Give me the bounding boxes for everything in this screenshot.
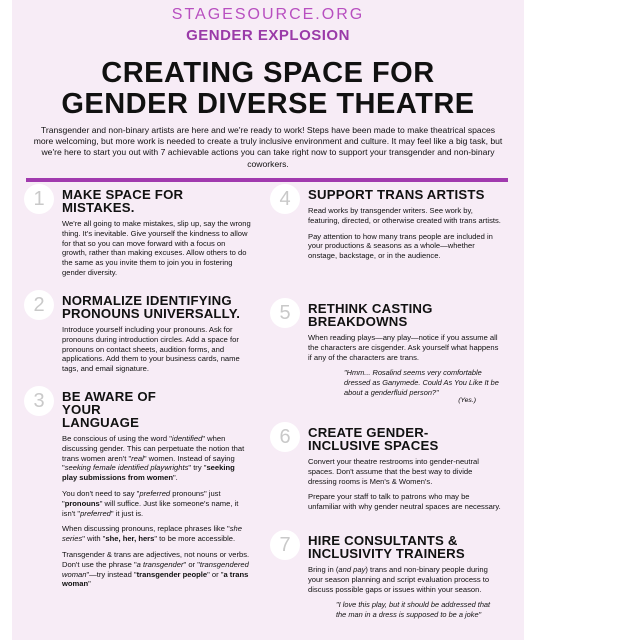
section-number: 7 [270, 530, 300, 560]
right-column [262, 188, 502, 626]
quote-text: "Hmm... Rosalind seems very comfortable dressed as Ganymede. Could As You Like It be about a genderfluid person?" [344, 368, 499, 397]
quote-tail: (Yes.) [458, 397, 476, 405]
section-text: Read works by transgender writers. See work by, featuring, directed, or otherwise created with trans artists. [308, 206, 501, 225]
intro-text: Transgender and non-binary artists are here and we're ready to work! Steps have been made to make theatrical spaces more welcoming, but more work is needed to create a truly inclusive environment and culture. It may feel like a big task, but we're here to start you out with 7 achievable actions you can take right now to support your transgender and non-binary coworkers. [33, 125, 503, 169]
section-3 [12, 390, 252, 589]
section-number: 6 [270, 422, 300, 452]
quote-text: "I love this play, but it should be addressed that the man in a dress is supposed to be a joke" [336, 600, 491, 619]
section-number: 5 [270, 298, 300, 328]
series-title: GENDER EXPLOSION [186, 27, 350, 44]
section-text: You don't need to say "preferred pronouns" just "pronouns" will suffice. Just like someone's name, it isn't "preferred" it just is. [62, 488, 239, 518]
section-number: 4 [270, 184, 300, 214]
title-line-2: GENDER DIVERSE THEATRE [61, 88, 475, 120]
section-heading: NORMALIZE IDENTIFYING PRONOUNS UNIVERSALLY. [62, 293, 241, 321]
section-heading: HIRE CONSULTANTS & INCLUSIVITY TRAINERS [308, 533, 465, 561]
section-text: When reading plays—any play—notice if you assume all the characters are cisgender. Ask yourself what happens if any of the characters are trans. [308, 333, 499, 362]
section-text: Transgender & trans are adjectives, not nouns or verbs. Don't use the phrase "a transgender" or "transgendered woman"—try instead "transgender people" or "a trans woman" [62, 549, 250, 589]
section-heading: RETHINK CASTING BREAKDOWNS [308, 301, 433, 329]
section-text: Introduce yourself including your pronouns. Ask for pronouns during introduction circles. Add a space for pronouns on contact sheets, audition forms, and applications. Add them to your business cards, name tags, and email signature. [62, 325, 240, 374]
section-number: 3 [24, 386, 54, 416]
section-text: Bring in (and pay) trans and non-binary people during your season planning and script evaluation process to discuss possible gaps or issues within your season. [308, 565, 490, 594]
section-text: Pay attention to how many trans people are included in your productions & seasons as a whole—whether onstage, backstage, or in the audience. [308, 231, 493, 261]
section-7 [262, 534, 502, 620]
divider [26, 178, 508, 182]
site-name: STAGESOURCE.ORG [171, 6, 365, 23]
section-text: Be conscious of using the word "identified" when discussing gender. This can perpetuate the notion that trans women aren't "real" women. Instead of saying "seeking female identified playwrights" try "seeking play submissions from women". [62, 434, 245, 483]
section-1 [12, 188, 252, 284]
section-text: We're all going to make mistakes, slip up, say the wrong thing. It's inevitable. Give yourself the kindness to allow for that so you can move forward with a focus on growth, rather than making excuses. Allow others to do the same as you invite them to join you in fostering gender diversity. [62, 219, 251, 277]
section-text: Prepare your staff to talk to patrons who may be unfamiliar with why gender neutral spaces are necessary. [308, 492, 501, 512]
section-5 [262, 302, 502, 420]
title-line-1: CREATING SPACE FOR [101, 57, 435, 89]
section-4 [262, 188, 502, 296]
section-heading: MAKE SPACE FOR MISTAKES. [62, 187, 184, 215]
section-heading: CREATE GENDER-INCLUSIVE SPACES [308, 425, 439, 453]
section-heading: SUPPORT TRANS ARTISTS [308, 187, 485, 202]
section-number: 1 [24, 184, 54, 214]
page-title [12, 58, 524, 120]
section-6 [262, 426, 502, 528]
section-heading: BE AWARE OF YOUR LANGUAGE [62, 389, 157, 430]
section-text: When discussing pronouns, replace phrases like "she series" with "she, her, hers" to be more accessible. [62, 524, 242, 544]
section-text: Convert your theatre restrooms into gender-neutral spaces. Don't assume that the best way to divide dressing rooms is Men's & Women's. [308, 457, 479, 486]
section-number: 2 [24, 290, 54, 320]
poster [12, 0, 524, 640]
section-2 [12, 294, 252, 384]
left-column [12, 188, 252, 595]
